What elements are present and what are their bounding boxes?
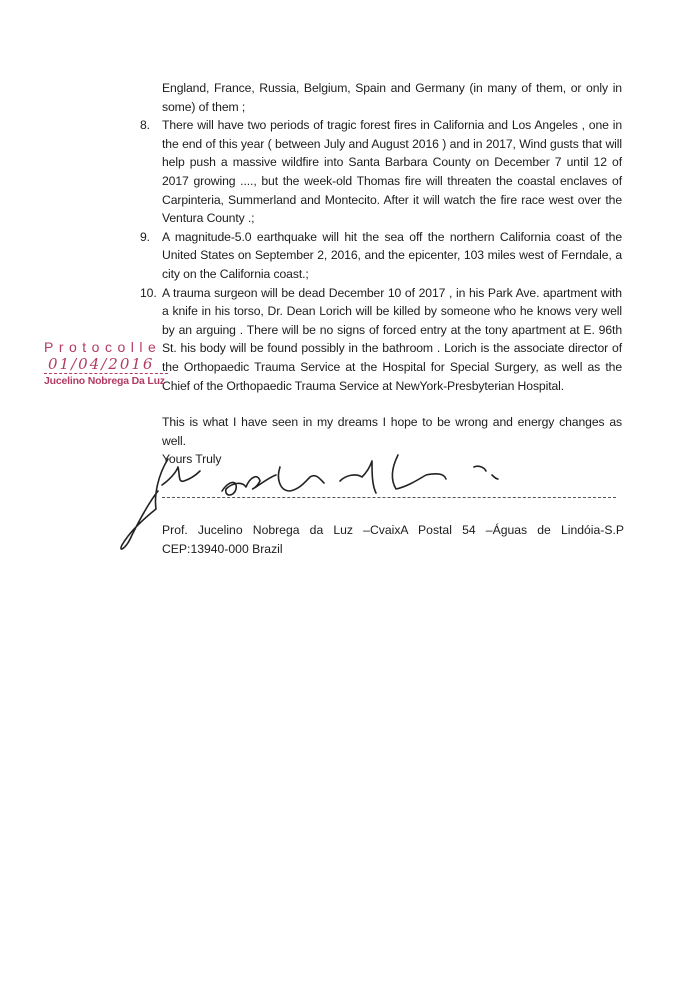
list-item-number: 10. — [140, 285, 157, 300]
list-item-text: There will have two periods of tragic forest fires in California and Los Angeles , one in the end of this year ( between July and August 2016 ) and in 2017, Wind gusts that will help push a massive wildfire into Santa Barbara County on December 7 until 12 of 2017 growing ...., but the week-old Thomas fire will threaten the coastal enclaves of Carpinteria, Summerland and Montecito. After it will watch the fire race west over the Ventura County .; — [162, 118, 622, 226]
list-item-text: A trauma surgeon will be dead December 10 of 2017 , in his Park Ave. apartment with a knife in his torso, Dr. Dean Lorich will be killed by someone who he knows very well by an arguing . There will be no signs of forced entry at the tony apartment at E. 96th St. his body will be found possibly in the bathroom . Lorich is the associate director of the Orthopaedic Trauma Service at the Hospital for Special Surgery, as well as the Chief of the Orthopaedic Trauma Service at NewYork-Presbyterian Hospital. — [162, 285, 622, 393]
protocol-stamp — [44, 339, 174, 388]
stamp-title: Protocolle — [44, 339, 162, 355]
signature-line — [162, 497, 616, 498]
list-item-number: 9. — [140, 229, 150, 244]
intro-continuation: England, France, Russia, Belgium, Spain and Germany (in many of them, or only in some) of them ; — [162, 81, 622, 114]
sender-address: Prof. Jucelino Nobrega da Luz –CvaixA Postal 54 –Águas de Lindóia-S.P CEP:13940-000 Brazil — [162, 523, 624, 556]
list-item — [140, 284, 622, 396]
stamp-date: 01/04/2016 — [44, 355, 168, 374]
list-item — [140, 116, 622, 228]
closing-paragraph: This is what I have seen in my dreams I hope to be wrong and energy changes as well. — [162, 415, 622, 448]
list-item-number: 8. — [140, 118, 150, 133]
list-item-text: A magnitude-5.0 earthquake will hit the sea off the northern California coast of the United States on September 2, 2016, and the epicenter, 103 miles west of Ferndale, a city on the California coast.; — [162, 229, 622, 281]
letter-body — [140, 79, 622, 469]
closing-salutation: Yours Truly — [162, 452, 222, 467]
stamp-name: Jucelino Nobrega Da Luz — [44, 375, 165, 387]
list-item — [140, 228, 622, 284]
